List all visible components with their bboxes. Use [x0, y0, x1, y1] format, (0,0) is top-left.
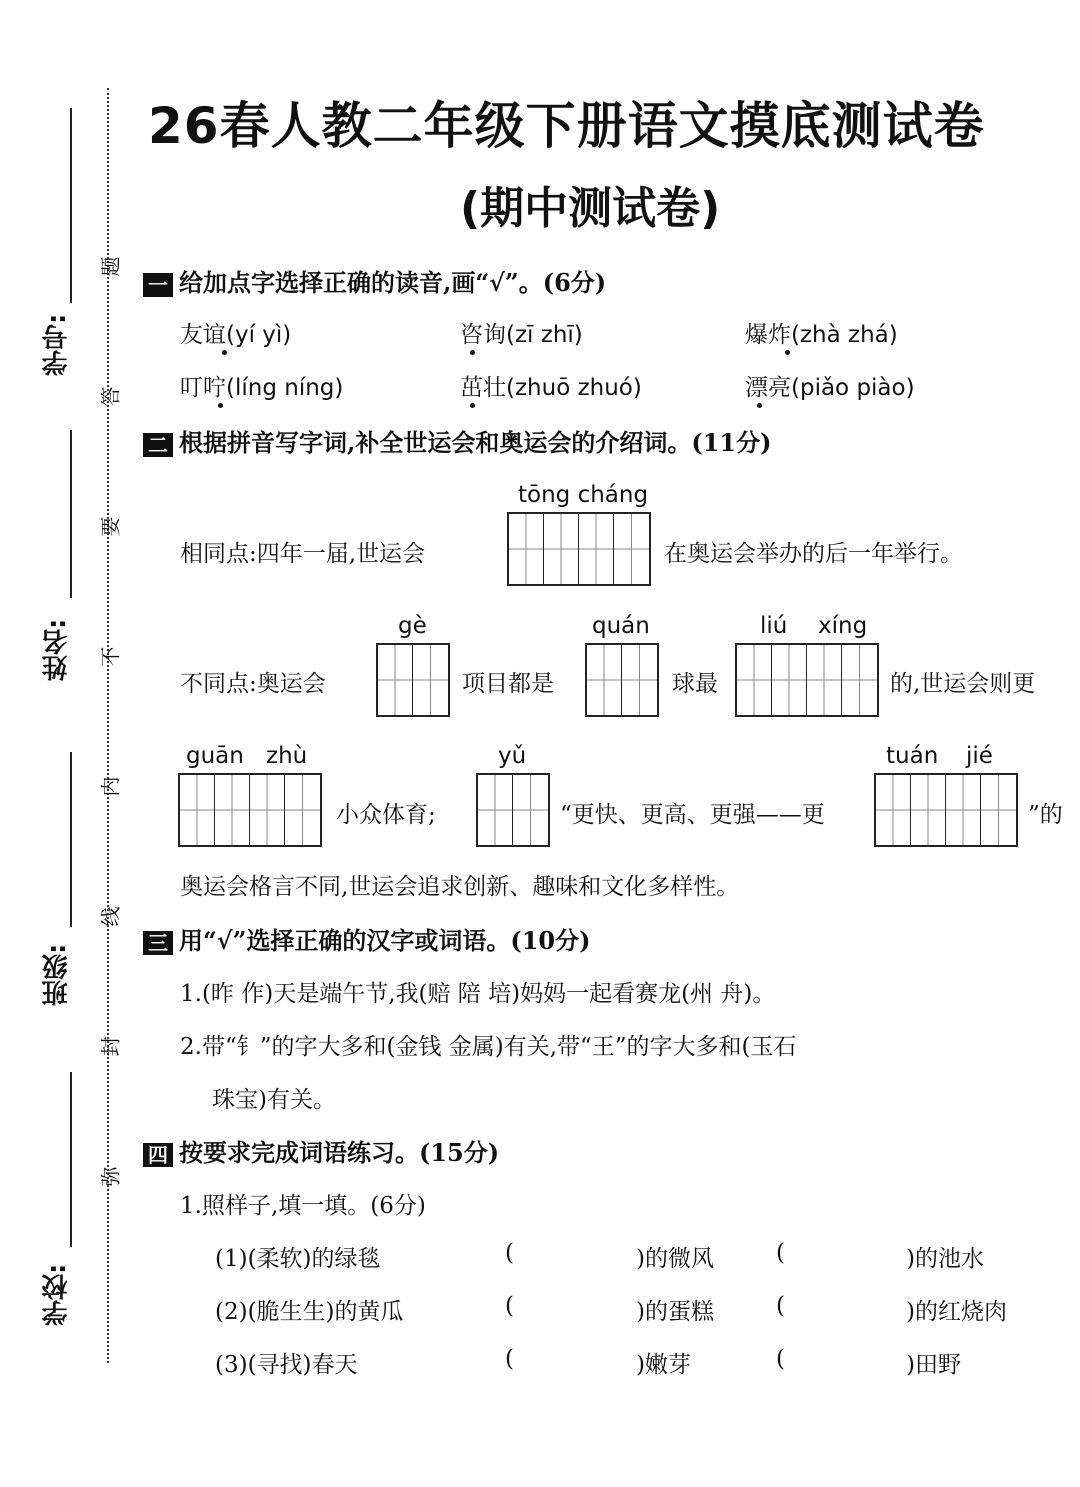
s2-text: ”的	[1028, 802, 1063, 828]
grid-cell[interactable]	[378, 645, 413, 715]
s4-blank-open[interactable]: (	[776, 1346, 785, 1372]
answer-grid[interactable]	[376, 643, 450, 717]
pinyin-prompt: quán	[592, 613, 650, 639]
s2-text: 相同点:四年一届,世运会	[180, 541, 426, 567]
s4-example: (2)(脆生生)的黄瓜	[215, 1299, 404, 1325]
emphasis-dot	[470, 403, 475, 408]
s2-text: 小众体育;	[336, 802, 436, 828]
s1-pinyin-options[interactable]: (yí yì)	[226, 322, 292, 348]
s3-question-2[interactable]: 2.带“钅”的字大多和(金钱 金属)有关,带“王”的字大多和(玉石	[180, 1034, 797, 1060]
s4-blank-open[interactable]: (	[776, 1293, 785, 1319]
grid-cell[interactable]	[180, 775, 215, 845]
s1-pinyin-options[interactable]: (piǎo piào)	[791, 375, 915, 401]
pinyin-prompt: jié	[966, 743, 993, 769]
seal-char: 弥	[98, 1166, 123, 1187]
section-1-title: 给加点字选择正确的读音,画“√”。(6分)	[179, 268, 607, 297]
answer-grid[interactable]	[476, 773, 550, 847]
s4-blank-open[interactable]: (	[505, 1293, 514, 1319]
grid-cell[interactable]	[478, 775, 513, 845]
s2-text: “更快、更高、更强——更	[560, 802, 825, 828]
grid-cell[interactable]	[250, 775, 285, 845]
s2-text: 不同点:奥运会	[180, 671, 326, 697]
section-4-title: 按要求完成词语练习。(15分)	[179, 1138, 500, 1167]
s4-blank-open[interactable]: (	[505, 1346, 514, 1372]
s1-item	[180, 316, 291, 349]
seal-char: 答	[98, 386, 123, 407]
pinyin-prompt: tuán	[886, 743, 939, 769]
section-number: 三	[143, 931, 173, 955]
grid-cell[interactable]	[911, 775, 946, 845]
grid-cell[interactable]	[614, 514, 649, 584]
s2-text: 的,世运会则更	[890, 671, 1036, 697]
grid-cell[interactable]	[513, 775, 548, 845]
page-title: 26春人教二年级下册语文摸底测试卷	[148, 97, 985, 155]
pinyin-prompt: liú	[760, 613, 788, 639]
school-label: 学校:	[42, 1263, 72, 1327]
s2-text: 在奥运会举办的后一年举行。	[664, 541, 963, 567]
s1-pinyin-options[interactable]: (líng níng)	[226, 375, 344, 401]
s4-blank-close: )的微风	[636, 1246, 714, 1272]
s4-blank-close: )的池水	[906, 1246, 984, 1272]
pinyin-prompt: yǔ	[498, 743, 527, 769]
s2-text: 球最	[672, 671, 718, 697]
s1-word: 茁壮	[460, 375, 506, 401]
s1-word: 爆炸	[745, 322, 791, 348]
section-number: 四	[143, 1143, 173, 1167]
grid-cell[interactable]	[509, 514, 544, 584]
s1-pinyin-options[interactable]: (zhà zhá)	[791, 322, 898, 348]
pinyin-prompt: zhù	[266, 743, 308, 769]
page-subtitle: (期中测试卷)	[460, 183, 721, 234]
section-2-title: 根据拼音写字词,补全世运会和奥运会的介绍词。(11分)	[179, 428, 772, 457]
seal-char: 不	[98, 646, 123, 667]
s1-pinyin-options[interactable]: (zī zhī)	[506, 322, 583, 348]
s3-question-2-cont[interactable]: 珠宝)有关。	[212, 1087, 336, 1113]
pinyin-prompt: guān	[186, 743, 244, 769]
seal-char: 内	[98, 776, 123, 797]
grid-cell[interactable]	[215, 775, 250, 845]
s1-word: 友谊	[180, 322, 226, 348]
s1-item	[745, 369, 915, 402]
class-label: 班级:	[42, 943, 72, 1007]
s4-blank-close: )的红烧肉	[906, 1299, 1007, 1325]
name-label: 姓名:	[42, 618, 72, 682]
s1-word: 叮咛	[180, 375, 226, 401]
grid-cell[interactable]	[807, 645, 842, 715]
s4-example: (3)(寻找)春天	[215, 1352, 358, 1378]
s4-question-1: 1.照样子,填一填。(6分)	[180, 1193, 426, 1219]
s1-item	[745, 316, 898, 349]
emphasis-dot	[785, 350, 790, 355]
emphasis-dot	[218, 403, 223, 408]
grid-cell[interactable]	[285, 775, 320, 845]
section-2-heading	[143, 423, 771, 458]
grid-cell[interactable]	[842, 645, 877, 715]
section-3-heading	[143, 921, 591, 956]
s4-blank-close: )嫩芽	[636, 1352, 691, 1378]
s4-blank-close: )田野	[906, 1352, 961, 1378]
grid-cell[interactable]	[876, 775, 911, 845]
grid-cell[interactable]	[544, 514, 579, 584]
grid-cell[interactable]	[579, 514, 614, 584]
grid-cell[interactable]	[622, 645, 657, 715]
seal-char: 要	[98, 516, 123, 537]
emphasis-dot	[470, 350, 475, 355]
seal-char: 题	[98, 256, 123, 277]
margin-line	[70, 430, 72, 598]
s2-text: 奥运会格言不同,世运会追求创新、趣味和文化多样性。	[180, 874, 740, 900]
grid-cell[interactable]	[737, 645, 772, 715]
emphasis-dot	[222, 350, 227, 355]
grid-cell[interactable]	[413, 645, 448, 715]
s4-example: (1)(柔软)的绿毯	[215, 1246, 381, 1272]
section-4-heading	[143, 1133, 499, 1168]
s4-blank-close: )的蛋糕	[636, 1299, 714, 1325]
answer-grid[interactable]	[507, 512, 651, 586]
s3-question-1[interactable]: 1.(昨 作)天是端午节,我(赔 陪 培)妈妈一起看赛龙(州 舟)。	[180, 981, 776, 1007]
section-3-title: 用“√”选择正确的汉字或词语。(10分)	[179, 926, 591, 955]
s1-word: 漂亮	[745, 375, 791, 401]
seal-char: 封	[98, 1036, 123, 1057]
pinyin-prompt: xíng	[818, 613, 868, 639]
margin-line	[70, 1072, 72, 1247]
answer-grid[interactable]	[874, 773, 1018, 847]
grid-cell[interactable]	[946, 775, 981, 845]
answer-grid[interactable]	[178, 773, 322, 847]
answer-grid[interactable]	[585, 643, 659, 717]
section-number: 一	[143, 273, 173, 297]
pinyin-prompt: tōng cháng	[518, 482, 649, 508]
pinyin-prompt: gè	[398, 613, 427, 639]
s4-blank-open[interactable]: (	[505, 1240, 514, 1266]
margin-line	[70, 108, 72, 303]
grid-cell[interactable]	[772, 645, 807, 715]
s2-text: 项目都是	[462, 671, 554, 697]
s1-word: 咨询	[460, 322, 506, 348]
s1-item	[180, 369, 343, 402]
student-number-label: 学号:	[42, 313, 72, 377]
s1-item	[460, 369, 642, 402]
s1-item	[460, 316, 583, 349]
s4-blank-open[interactable]: (	[776, 1240, 785, 1266]
section-number: 二	[143, 433, 173, 457]
seal-char: 线	[98, 906, 123, 927]
margin-line	[70, 752, 72, 927]
answer-grid[interactable]	[735, 643, 879, 717]
section-1-heading	[143, 263, 606, 298]
emphasis-dot	[757, 403, 762, 408]
s1-pinyin-options[interactable]: (zhuō zhuó)	[506, 375, 642, 401]
grid-cell[interactable]	[587, 645, 622, 715]
grid-cell[interactable]	[981, 775, 1016, 845]
